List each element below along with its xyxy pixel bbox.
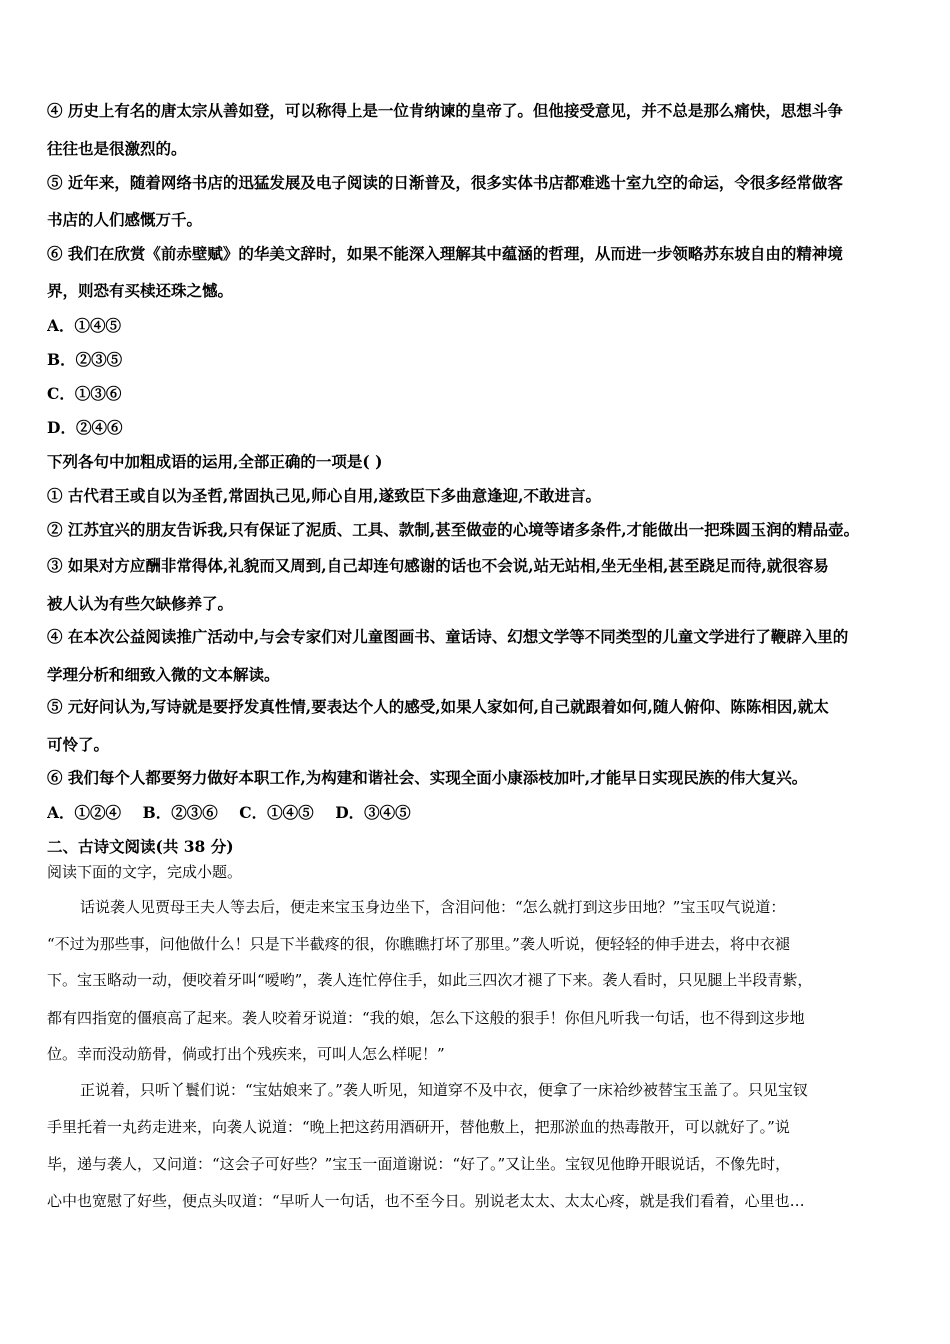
next-item-3-line-2: 被人认为有些欠缺修养了。 (47, 594, 234, 613)
next-item-5-line-2: 可怜了。 (47, 735, 110, 754)
next-item-3-line-1: ③ 如果对方应酬非常得体,礼貌而又周到,自己却连句感谢的话也不会说,站无站相,坐无坐相,甚至跷足而待,就很容易 (47, 556, 829, 575)
next-item-5-line-1: ⑤ 元好问认为,写诗就是要抒发真性情,要表达个人的感受,如果人家如何,自己就跟着如何,随人俯仰、陈陈相因,就太 (47, 697, 829, 716)
prev-item-5-line-1: ⑤ 近年来，随着网络书店的迅猛发展及电子阅读的日渐普及，很多实体书店都难逃十室九空的命运，令很多经常做客 (47, 173, 843, 192)
section-instruction: 阅读下面的文字，完成小题。 (47, 863, 243, 881)
prev-option-c: C．①③⑥ (47, 384, 122, 403)
prev-item-4-line-2: 往往也是很激烈的。 (47, 139, 187, 158)
section-heading: 二、古诗文阅读(共 38 分) (47, 837, 234, 856)
passage-p2-line-2: 手里托着一丸药走进来，向袭人说道：“晚上把这药用酒研开，替他敷上，把那淤血的热毒散开，可以就好了。”说 (47, 1118, 790, 1136)
next-item-4-line-2: 学理分析和细致入微的文本解读。 (47, 665, 280, 684)
prev-item-5-line-2: 书店的人们感慨万千。 (47, 210, 203, 229)
next-item-4-line-1: ④ 在本次公益阅读推广活动中,与会专家们对儿童图画书、童话诗、幻想文学等不同类型的儿童文学进行了鞭辟入里的 (47, 627, 849, 646)
next-item-6: ⑥ 我们每个人都要努力做好本职工作,为构建和谐社会、实现全面小康添枝加叶,才能早日实现民族的伟大复兴。 (47, 768, 808, 787)
passage-p1-line-2: “不过为那些事，问他做什么！只是下半截疼的很，你瞧瞧打坏了那里。”袭人听说，便轻轻的伸手进去，将中衣褪 (47, 935, 790, 953)
next-options: A．①②④ B．②③⑥ C．①④⑤ D．③④⑤ (47, 803, 411, 822)
next-item-2: ② 江苏宜兴的朋友告诉我,只有保证了泥质、工具、款制,甚至做壶的心境等诸多条件,才能做出一把珠圆玉润的精品壶。 (47, 520, 860, 539)
prev-option-d: D．②④⑥ (47, 418, 123, 437)
passage-p2-line-4: 心中也宽慰了好些，便点头叹道：“早听人一句话，也不至今日。别说老太太、太太心疼，就是我们看着，心里也… (47, 1192, 805, 1210)
passage-p1-line-3: 下。宝玉略动一动，便咬着牙叫“嗳哟”，袭人连忙停住手，如此三四次才褪了下来。袭人看时，只见腿上半段青紫， (47, 971, 813, 989)
next-item-1: ① 古代君王或自以为圣哲,常固执己见,师心自用,遂致臣下多曲意逢迎,不敢进言。 (47, 486, 601, 505)
passage-p2-line-3: 毕，递与袭人，又问道：“这会子可好些？”宝玉一面道谢说：“好了。”又让坐。宝钗见他睁开眼说话，不像先时， (47, 1155, 791, 1173)
prev-option-a: A．①④⑤ (47, 316, 122, 335)
question-stem: 下列各句中加粗成语的运用,全部正确的一项是( ) (47, 452, 383, 471)
prev-option-b: B．②③⑤ (47, 350, 123, 369)
prev-item-6-line-1: ⑥ 我们在欣赏《前赤壁赋》的华美文辞时，如果不能深入理解其中蕴涵的哲理，从而进一步领略苏东坡自由的精神境 (47, 244, 843, 263)
passage-p1-line-4: 都有四指宽的僵痕高了起来。袭人咬着牙说道：“我的娘，怎么下这般的狠手！你但凡听我一句话，也不得到这步地 (47, 1009, 805, 1027)
passage-p2-line-1: 正说着，只听丫鬟们说：“宝姑娘来了。”袭人听见，知道穿不及中衣，便拿了一床袷纱被替宝玉盖了。只见宝钗 (80, 1081, 808, 1099)
prev-item-4-line-1: ④ 历史上有名的唐太宗从善如登，可以称得上是一位肯纳谏的皇帝了。但他接受意见，并不总是那么痛快，思想斗争 (47, 101, 843, 120)
passage-p1-line-5: 位。幸而没动筋骨，倘或打出个残疾来，可叫人怎么样呢！” (47, 1045, 445, 1063)
passage-p1-line-1: 话说袭人见贾母王夫人等去后，便走来宝玉身边坐下，含泪问他：“怎么就打到这步田地？”宝玉叹气说道： (80, 898, 786, 916)
prev-item-6-line-2: 界，则恐有买椟还珠之憾。 (47, 281, 234, 300)
